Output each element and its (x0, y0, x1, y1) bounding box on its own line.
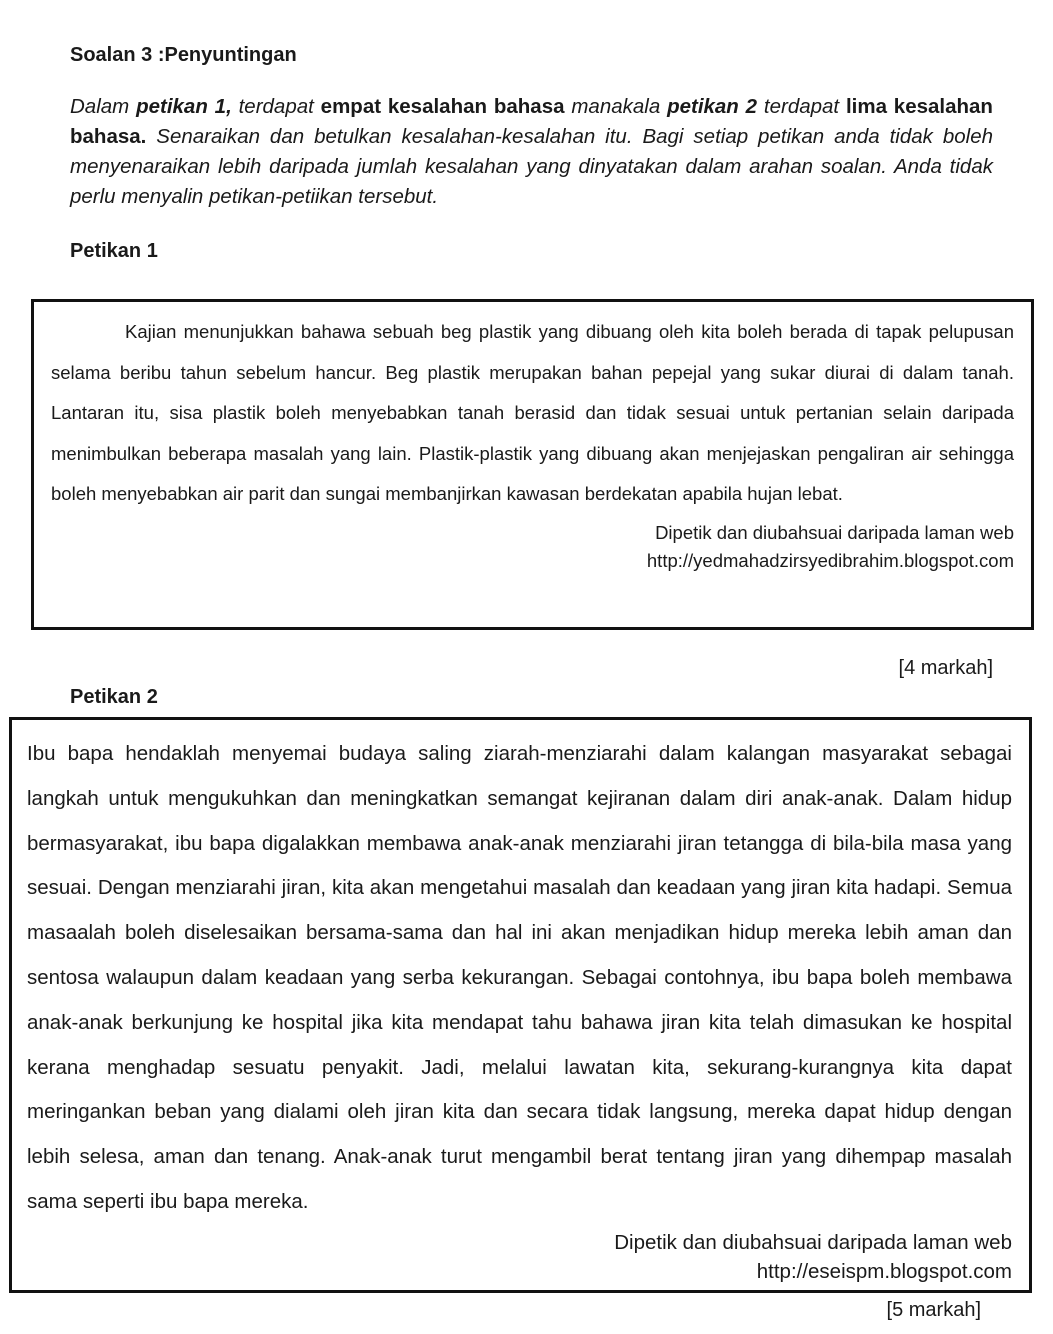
instr-emphasis: petikan 2 (667, 95, 758, 118)
passage2-source-note: Dipetik dan diubahsuai daripada laman web (614, 1230, 1012, 1254)
passage1-source-note: Dipetik dan diubahsuai daripada laman web (655, 521, 1014, 543)
question-title: Soalan 3 :Penyuntingan (70, 44, 297, 66)
passage1-source-url: http://yedmahadzirsyedibrahim.blogspot.com (646, 549, 1014, 571)
passage2-source (27, 1228, 1012, 1286)
passage2-marks: [5 markah] (886, 1299, 981, 1321)
passage1-box (31, 299, 1034, 630)
instr-part: Senaraikan dan betulkan kesalahan-kesalahan itu. Bagi setiap petikan anda tidak boleh menyenaraikan lebih daripada jumlah kesalahan yang dinyatakan dalam arahan soalan. Anda tidak perlu menyalin petikan-petiikan tersebut. (70, 125, 994, 208)
instr-emphasis: empat kesalahan bahasa (320, 95, 565, 118)
passage2-label: Petikan 2 (70, 686, 158, 708)
instr-part: Dalam (70, 95, 130, 118)
passage1-label: Petikan 1 (70, 240, 158, 262)
question-instructions (70, 92, 993, 212)
instr-part: manakala (571, 95, 661, 118)
passage1-source (51, 519, 1014, 575)
instr-emphasis: lima kesalahan bahasa. (70, 95, 993, 148)
passage2-text: Ibu bapa hendaklah menyemai budaya saling ziarah-menziarahi dalam kalangan masyarakat sebagai langkah untuk mengukuhkan dan meningkatkan semangat kejiranan dalam diri anak-anak. Dalam hidup bermasyarakat, ibu bapa digalakkan membawa anak-anak menziarahi jiran tetangga di bila-bila masa yang sesuai. Dengan menziarahi jiran, kita akan mengetahui masalah dan keadaan yang jiran kita hadapi. Semua masaalah boleh diselesaikan bersama-sama dan hal ini akan menjadikan hidup mereka lebih aman dan sentosa walaupun dalam keadaan yang serba kekurangan. Sebagai contohnya, ibu bapa boleh membawa anak-anak berkunjung ke hospital jika kita mendapat tahu bahawa jiran kita telah dimasukan ke hospital kerana menghadap sesuatu penyakit. Jadi, melalui lawatan kita, sekurang-kurangnya kita dapat meringankan beban yang dialami oleh jiran kita dan secara tidak langsung, mereka dapat hidup dengan lebih selesa, aman dan tenang. Anak-anak turut mengambil berat tentang jiran yang dihempap masalah sama seperti ibu bapa mereka. (27, 742, 1012, 1213)
instr-emphasis: petikan 1, (136, 95, 232, 118)
instr-part: terdapat (238, 95, 314, 118)
passage1-text: Kajian menunjukkan bahawa sebuah beg plastik yang dibuang oleh kita boleh berada di tapak pelupusan selama beribu tahun sebelum hancur. Beg plastik merupakan bahan pepejal yang sukar diurai di dalam tanah. Lantaran itu, sisa plastik boleh menyebabkan tanah berasid dan tidak sesuai untuk pertanian selain daripada menimbulkan beberapa masalah yang lain. Plastik-plastik yang dibuang akan menjejaskan pengaliran air sehingga boleh menyebabkan air parit dan sungai membanjirkan kawasan berdekatan apabila hujan lebat. (51, 321, 1014, 504)
passage1-marks: [4 markah] (898, 657, 993, 679)
instr-part: terdapat (763, 95, 840, 118)
passage2-source-url: http://eseispm.blogspot.com (756, 1259, 1012, 1283)
passage2-box (9, 717, 1032, 1293)
